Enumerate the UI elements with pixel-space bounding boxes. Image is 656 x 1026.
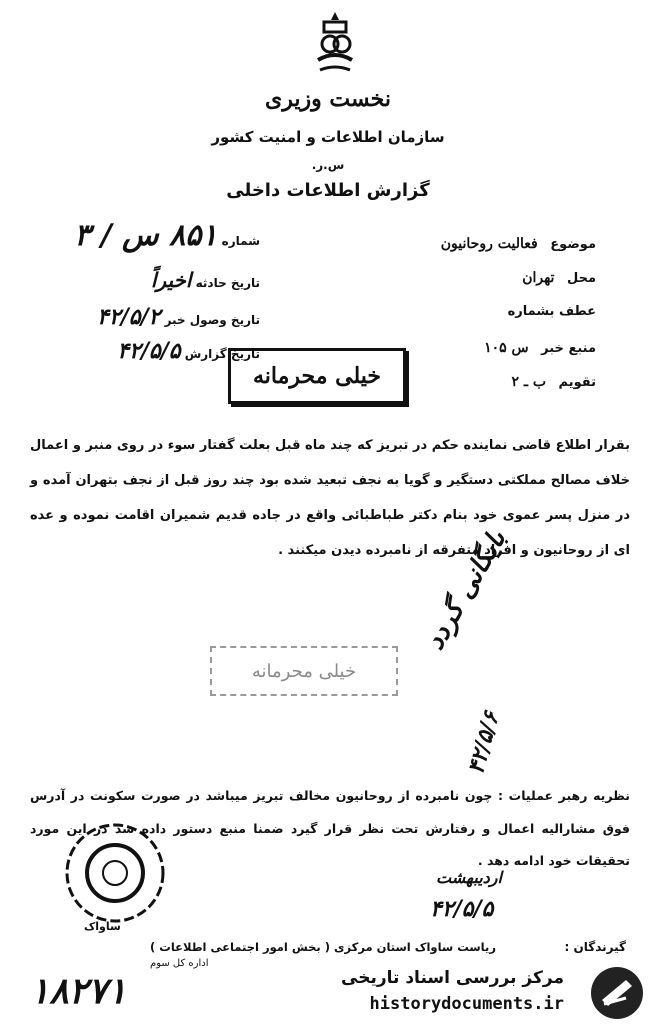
number-field <box>20 218 260 253</box>
faded-classification-stamp: خیلی محرمانه <box>210 646 398 696</box>
subject-value: فعالیت روحانیون <box>440 236 538 252</box>
header-sub: س.ر. <box>311 158 345 172</box>
place-value: تهران <box>522 270 555 286</box>
date-field <box>20 268 260 292</box>
recipients-label: گیرندگان : <box>564 940 626 954</box>
attach-label: عطف بشماره <box>507 304 596 319</box>
eval-field <box>511 374 596 390</box>
watermark-title: مرکز بررسی اسناد تاریخی <box>341 968 564 988</box>
source-value: س ۱۰۵ <box>484 340 529 356</box>
attach-field <box>500 304 596 319</box>
date-label: تاریخ حادثه <box>195 276 260 290</box>
watermark-url: historydocuments.ir <box>369 994 564 1014</box>
number-label: شماره <box>221 234 260 248</box>
receipt-label: تاریخ وصول خبر <box>164 313 260 327</box>
subject-label: موضوع <box>550 237 596 252</box>
round-seal-stamp-icon <box>60 818 170 928</box>
signature-date: اردیبهشت <box>436 868 502 887</box>
report-field <box>20 338 260 364</box>
classification-stamp: خیلی محرمانه <box>228 348 406 404</box>
source-label: منبع خبر <box>541 341 596 356</box>
place-field <box>522 270 596 286</box>
round-stamp-label: ساواک <box>84 920 121 933</box>
number-value: ۸۵۱ س / ۳ <box>74 218 218 253</box>
report-value: ۴۲/۵/۵ <box>117 338 181 364</box>
report-body: بقرار اطلاع قاضی نماینده حکم در تبریز که چند ماه قبل بعلت گفتار سوء در روی منبر و اعمال خلاف مصالح مملکتی دستگیر و گویا به نجف تبعید شده بود چند روز قبل از نجف بتهران آمده و در منزل پسر عموی خود بنام دکتر طباطبائی واقع در جاده قدیم شمیران اقامت نموده و عده ای از روحانیون و افراد متفرقه از نامبرده دیدن میکنند . <box>30 438 630 559</box>
receipt-field <box>20 304 260 330</box>
history-documents-logo-icon <box>588 964 646 1022</box>
eval-value: ب ـ ۲ <box>511 374 546 390</box>
handwritten-date: ۴۲/۵/۶ <box>462 709 505 777</box>
receipt-value: ۴۲/۵/۲ <box>97 304 161 330</box>
subject-field <box>441 236 596 252</box>
header-title: نخست وزیری <box>265 86 391 112</box>
signature-number: ۴۲/۵/۵ <box>430 896 494 922</box>
handwritten-archive-note: بایگانی گردد <box>420 525 513 655</box>
recipients-sub: اداره کل سوم <box>150 958 209 969</box>
header-org: سازمان اطلاعات و امنیت کشور <box>211 128 445 146</box>
place-label: محل <box>566 271 596 286</box>
recipients-text: ریاست ساواک استان مرکزی ( بخش امور اجتماعی اطلاعات ) <box>150 940 496 954</box>
lion-and-sun-emblem-icon <box>300 8 370 78</box>
operations-opinion: نظریه رهبر عملیات : چون نامبرده از روحانیون مخالف تبریز میباشد در صورت سکونت در آدرس فوق مشارالیه اعمال و رفتارش تحت نظر قرار گیرد ضمنا منبع دستور داده شد در این مورد تحقیقات خود ادامه دهد . <box>30 788 630 868</box>
report-label: تاریخ گزارش <box>184 347 260 361</box>
eval-label: تقویم <box>558 375 596 390</box>
source-field <box>484 340 596 356</box>
archive-number: ۱۸۲۷۱ <box>30 970 127 1012</box>
date-value: اخیراً <box>150 268 192 292</box>
header-dept: گزارش اطلاعات داخلی <box>226 180 430 201</box>
